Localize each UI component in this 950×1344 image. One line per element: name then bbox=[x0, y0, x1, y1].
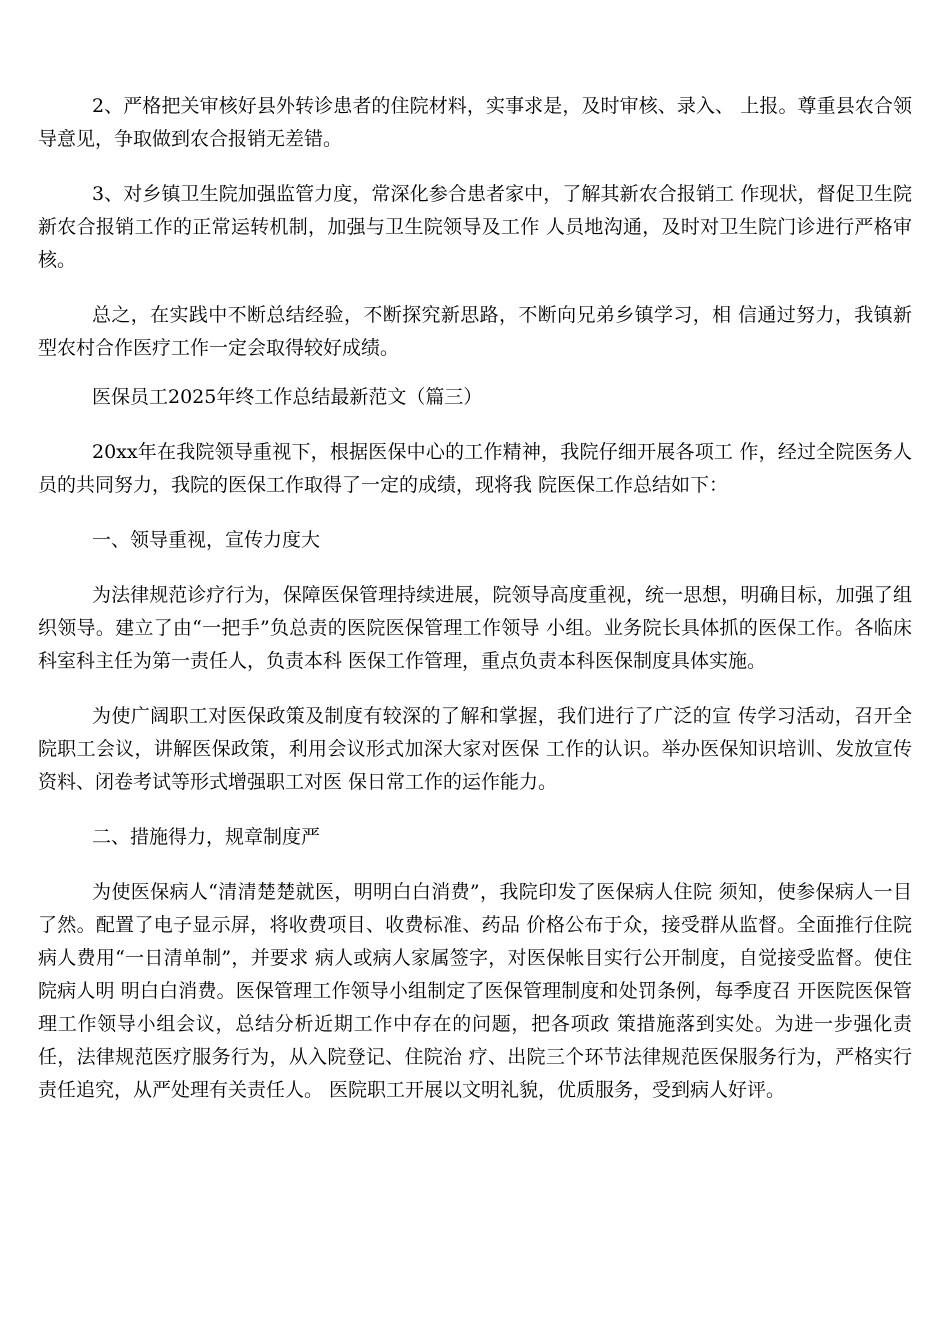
paragraph-township-supervision: 3、对乡镇卫生院加强监管力度，常深化参合患者家中，了解其新农合报销工 作现状，督促卫生院新农合报销工作的正常运转机制，加强与卫生院领导及工作 人员地沟通，及时对卫生院门诊进行严格审核。 bbox=[38, 183, 912, 271]
paragraph-leadership: 为法律规范诊疗行为，保障医保管理持续进展，院领导高度重视，统一思想，明确目标，加强了组织领导。建立了由“一把手”负总责的医院医保管理工作领导 小组。业务院长具体抓的医保工作。各临床科室科主任为第一责任人，负责本科 医保工作管理，重点负责本科医保制度具体实施。 bbox=[38, 584, 912, 672]
heading-measures: 二、措施得力，规章制度严 bbox=[92, 826, 321, 848]
paragraph-publicity: 为使广阔职工对医保政策及制度有较深的了解和掌握，我们进行了广泛的宣 传学习活动，召开全院职工会议，讲解医保政策，利用会议形式加深大家对医保 工作的认识。举办医保知识培训、发放宣传资料、闭卷考试等形式增强职工对医 保日常工作的运作能力。 bbox=[38, 705, 912, 793]
heading-leadership: 一、领导重视，宣传力度大 bbox=[92, 529, 321, 551]
paragraph-conclusion: 总之，在实践中不断总结经验，不断探究新思路，不断向兄弟乡镇学习，相 信通过努力，我镇新型农村合作医疗工作一定会取得较好成绩。 bbox=[38, 304, 912, 359]
paragraph-audit-referral: 2、严格把关审核好县外转诊患者的住院材料，实事求是，及时审核、录入、 上报。尊重县农合领导意见，争取做到农合报销无差错。 bbox=[38, 95, 912, 150]
section-title-part-three: 医保员工2025年终工作总结最新范文（篇三） bbox=[92, 386, 483, 408]
paragraph-measures: 为使医保病人“清清楚楚就医，明明白白消费”，我院印发了医保病人住院 须知，使参保病人一目了然。配置了电子显示屏，将收费项目、收费标准、药品 价格公布于众，接受群从监督。全面推行住院病人费用“一日清单制”，并要求 病人或病人家属签字，对医保帐目实行公开制度，自觉接受监督。使住院病人明 明白白消费。医保管理工作领导小组制定了医保管理制度和处罚条例，每季度召 开医院医保管理工作领导小组会议，总结分析近期工作中存在的问题，把各项政 策措施落到实处。为进一步强化责任，法律规范医疗服务行为，从入院登记、住院治 疗、出院三个环节法律规范医保服务行为，严格实行责任追究，从严处理有关责任人。 医院职工开展以文明礼貌，优质服务，受到病人好评。 bbox=[38, 881, 912, 1101]
paragraph-intro: 20xx年在我院领导重视下，根据医保中心的工作精神，我院仔细开展各项工 作，经过全院医务人员的共同努力，我院的医保工作取得了一定的成绩，现将我 院医保工作总结如下： bbox=[38, 441, 912, 496]
